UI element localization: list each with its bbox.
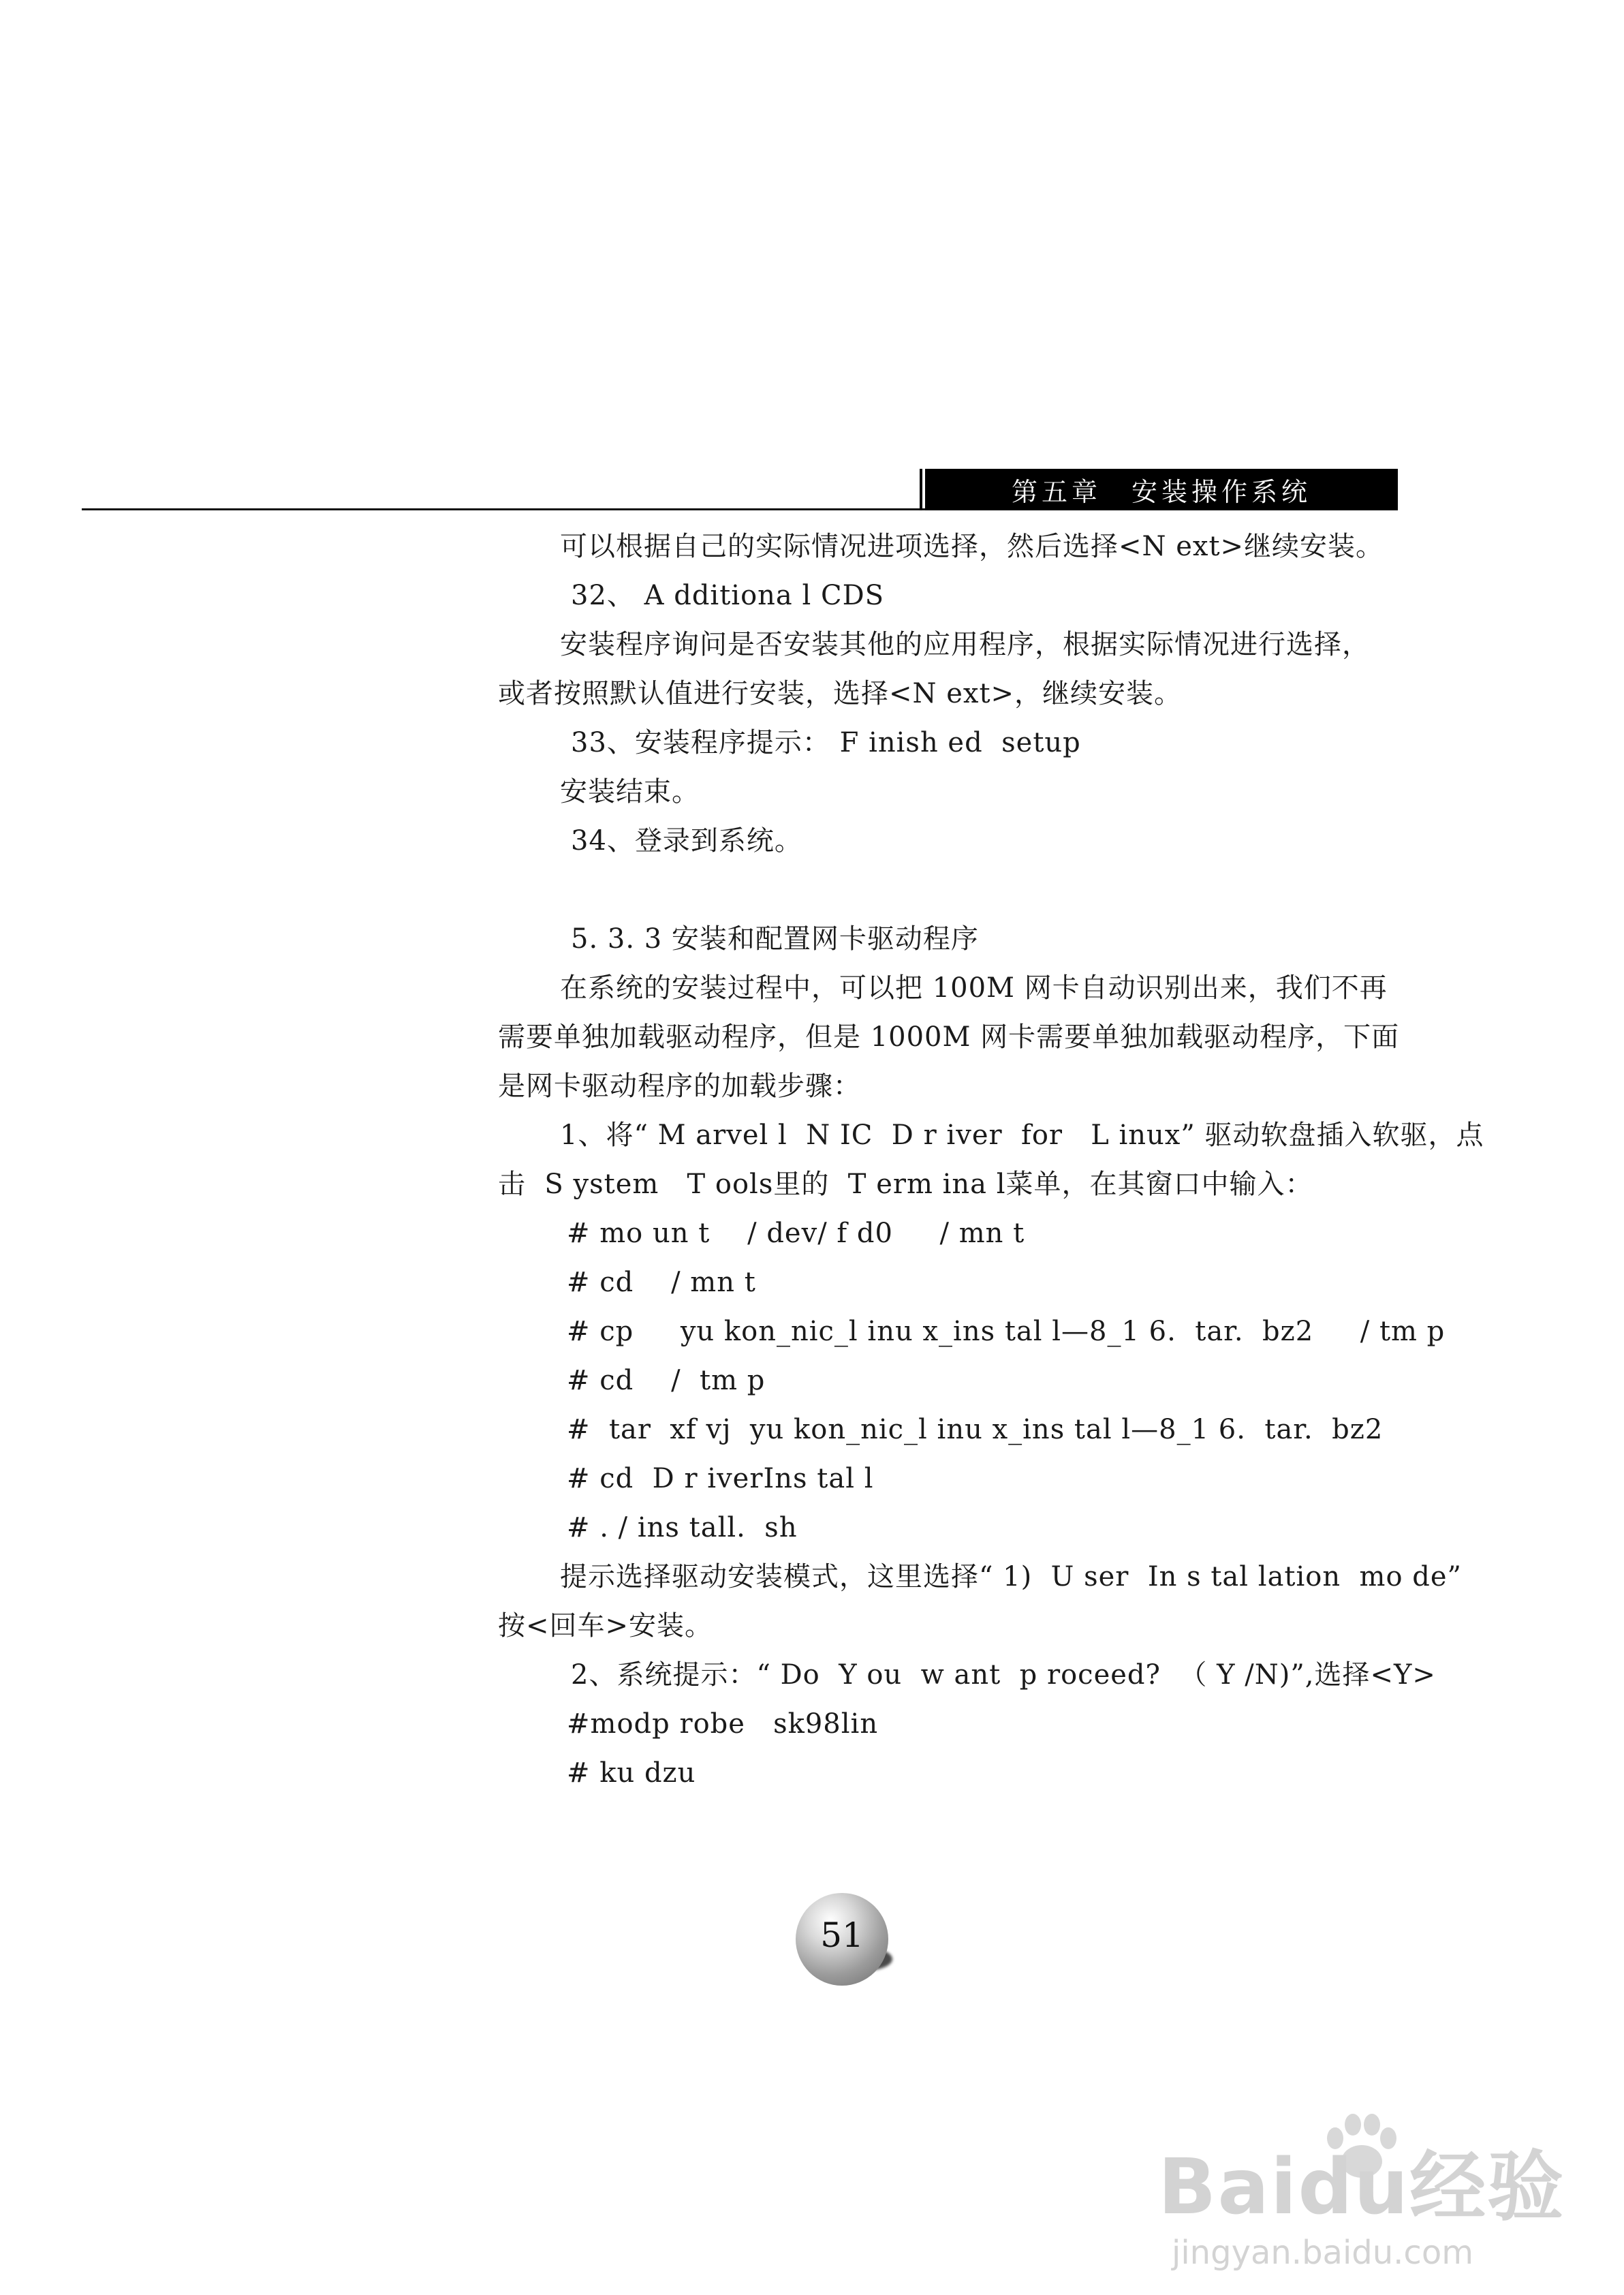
watermark-url: jingyan.baidu.com — [1172, 2234, 1473, 2272]
command-line: # cd / mn t — [567, 1267, 756, 1298]
command-line: # cd D r iverIns tal l — [567, 1463, 874, 1494]
body-line: 可以根据自己的实际情况进项选择，然后选择<N ext>继续安装。 — [560, 531, 1384, 562]
command-line: #modp robe sk98lin — [567, 1708, 879, 1740]
body-line: 提示选择驱动安装模式，这里选择“ 1) U ser In s tal lation mo de” — [560, 1561, 1463, 1592]
chapter-title-text: 第五章 安装操作系统 — [1011, 477, 1311, 507]
step-33-heading: 33、安装程序提示： F inish ed setup — [571, 727, 1081, 758]
page-number: 51 — [820, 1915, 864, 1955]
step-32-heading: 32、 A dditiona l CDS — [571, 580, 885, 611]
baidu-jingyan-watermark — [1158, 2106, 1580, 2272]
step-2-line: 2、系统提示：“ Do Y ou w ant p roceed? （ Y /N)”,选择<Y> — [571, 1659, 1436, 1691]
section-heading: 5. 3. 3 安装和配置网卡驱动程序 — [571, 923, 979, 955]
command-line: # . / ins tall. sh — [567, 1512, 798, 1543]
command-line: # mo un t / dev/ f d0 / mn t — [567, 1218, 1025, 1249]
command-line: # ku dzu — [567, 1757, 696, 1789]
body-line: 或者按照默认值进行安装，选择<N ext>，继续安装。 — [498, 678, 1183, 709]
body-line: 按<回车>安装。 — [498, 1610, 713, 1642]
body-line: 击 S ystem T ools里的 T erm ina l菜单，在其窗口中输入： — [498, 1169, 1313, 1200]
body-line: 安装程序询问是否安装其他的应用程序，根据实际情况进行选择， — [560, 629, 1370, 660]
command-line: # cd / tm p — [567, 1365, 766, 1396]
step-34-heading: 34、登录到系统。 — [571, 825, 802, 857]
body-line: 安装结束。 — [560, 776, 700, 807]
watermark-logo: Baidu经验 — [1158, 2143, 1565, 2232]
chapter-title — [925, 469, 1398, 510]
body-line: 在系统的安装过程中，可以把 100M 网卡自动识别出来，我们不再 — [560, 972, 1388, 1004]
command-line: # cp yu kon_nic_l inu x_ins tal l—8_1 6. tar. bz2 / tm p — [567, 1316, 1446, 1347]
body-line: 是网卡驱动程序的加载步骤： — [498, 1071, 861, 1102]
step-1-line: 1、将“ M arvel l N IC D r iver for L inux” 驱动软盘插入软驱，点 — [560, 1120, 1484, 1151]
body-line: 需要单独加载驱动程序，但是 1000M 网卡需要单独加载驱动程序，下面 — [498, 1021, 1400, 1053]
command-line: # tar xf vj yu kon_nic_l inu x_ins tal l—8_1 6. tar. bz2 — [567, 1414, 1384, 1445]
